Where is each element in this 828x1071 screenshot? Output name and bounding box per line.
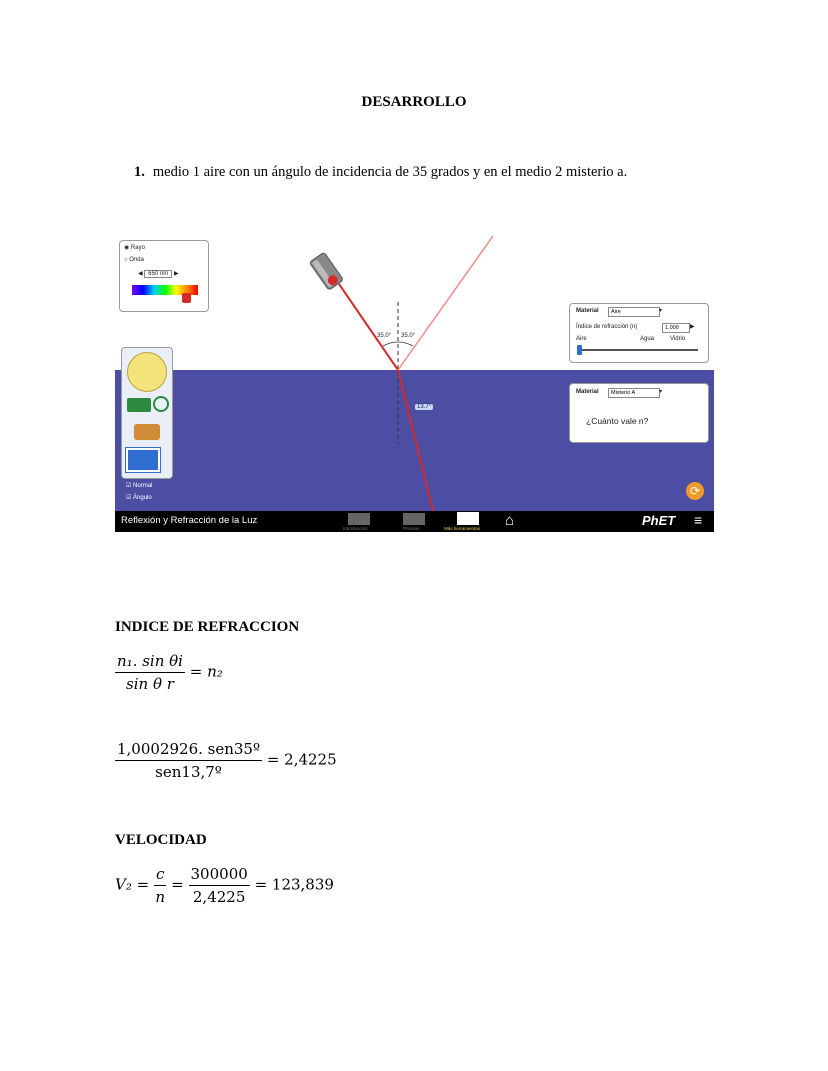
wave-sensor-icon[interactable] bbox=[126, 448, 160, 472]
formula-denominator: sin θ r bbox=[126, 675, 174, 693]
velocity-formula bbox=[115, 865, 334, 906]
radio-ray[interactable]: ◉ Rayo bbox=[124, 245, 145, 251]
index-slider-track[interactable] bbox=[578, 349, 698, 351]
calc-numerator: 1,0002926. sen35º bbox=[115, 740, 262, 761]
home-icon[interactable]: ⌂ bbox=[505, 512, 515, 529]
bottom-material-panel bbox=[569, 383, 709, 443]
top-material-label: Material bbox=[576, 308, 599, 314]
spectrum-thumb[interactable] bbox=[182, 293, 191, 303]
calc-result: = 2,4225 bbox=[266, 750, 337, 769]
velocity-lhs: V₂ = bbox=[115, 875, 150, 894]
reset-icon[interactable]: ⟳ bbox=[686, 482, 704, 500]
toolbox bbox=[121, 347, 173, 479]
chevron-down-icon[interactable]: ▾ bbox=[659, 308, 663, 314]
index-question: ¿Cuánto vale n? bbox=[586, 416, 649, 426]
top-material-select[interactable]: Aire bbox=[608, 307, 660, 317]
velocity-c: c bbox=[154, 865, 166, 886]
phet-simulation bbox=[115, 234, 714, 532]
refracted-angle-label: 13.7° bbox=[417, 404, 432, 410]
section-title: DESARROLLO bbox=[361, 94, 467, 110]
phet-logo[interactable]: PhET bbox=[642, 513, 676, 528]
tab-more-tools[interactable]: Más herramientas bbox=[444, 526, 481, 531]
prisms-screen-icon[interactable] bbox=[403, 513, 425, 525]
index-value[interactable]: 1.000 bbox=[662, 323, 690, 333]
intensity-meter-icon[interactable] bbox=[127, 398, 151, 412]
light-speed: 300000 bbox=[189, 865, 250, 886]
checkbox-normal[interactable]: ☑ Normal bbox=[126, 483, 153, 489]
sim-title: Reflexión y Refracción de la Luz bbox=[121, 515, 258, 526]
sensor-icon[interactable] bbox=[153, 396, 169, 412]
incident-ray bbox=[339, 284, 398, 370]
refraction-calculation bbox=[115, 740, 337, 781]
protractor-icon[interactable] bbox=[127, 352, 167, 392]
velocity-equals: = bbox=[171, 875, 184, 894]
chevron-down-icon[interactable]: ▾ bbox=[659, 389, 663, 395]
reflected-ray bbox=[398, 236, 493, 370]
intro-screen-icon[interactable] bbox=[348, 513, 370, 525]
exercise-item bbox=[134, 164, 627, 181]
formula-rhs: = n₂ bbox=[189, 662, 223, 681]
index-value-denominator: 2,4225 bbox=[192, 888, 246, 906]
tab-prisms[interactable]: Prismas bbox=[403, 526, 420, 531]
scale-water-label: Agua bbox=[640, 336, 655, 342]
radio-wave[interactable]: ○ Onda bbox=[124, 257, 144, 263]
increment-icon[interactable]: ▶ bbox=[690, 324, 695, 330]
speedometer-icon[interactable] bbox=[134, 424, 160, 440]
velocity-heading: VELOCIDAD bbox=[115, 832, 207, 848]
light-type-panel bbox=[119, 240, 209, 312]
snell-formula bbox=[115, 652, 223, 693]
nav-bar bbox=[115, 511, 714, 532]
more-tools-screen-icon[interactable] bbox=[457, 512, 479, 525]
formula-numerator: n₁. sin θi bbox=[115, 652, 185, 673]
menu-icon[interactable]: ≡ bbox=[694, 512, 703, 528]
velocity-n: n bbox=[155, 888, 165, 906]
reflected-angle-label: 35.0° bbox=[401, 333, 416, 339]
wavelength-control[interactable]: ◀ 650 nm ▶ bbox=[138, 271, 179, 277]
calc-denominator: sen13,7º bbox=[155, 763, 222, 781]
scale-glass-label: Vidrio bbox=[670, 336, 686, 342]
refracted-ray bbox=[398, 370, 433, 511]
incident-angle-label: 35.0° bbox=[377, 333, 392, 339]
velocity-result: = 123,839 bbox=[254, 875, 334, 894]
tab-intro[interactable]: Introducción bbox=[343, 526, 368, 531]
item-text: medio 1 aire con un ángulo de incidencia de 35 grados y en el medio 2 misterio a. bbox=[152, 164, 628, 180]
bottom-material-label: Material bbox=[576, 389, 599, 395]
checkbox-angle[interactable]: ☑ Ángulo bbox=[126, 495, 152, 501]
top-material-panel bbox=[569, 303, 709, 363]
refraction-heading: INDICE DE REFRACCION bbox=[115, 619, 300, 635]
scale-air-label: Aire bbox=[576, 336, 587, 342]
bottom-material-select[interactable]: Misterio A bbox=[608, 388, 660, 398]
index-label: Índice de refracción (n) bbox=[576, 324, 638, 330]
item-number: 1. bbox=[134, 164, 145, 180]
index-slider-thumb[interactable] bbox=[577, 345, 582, 355]
